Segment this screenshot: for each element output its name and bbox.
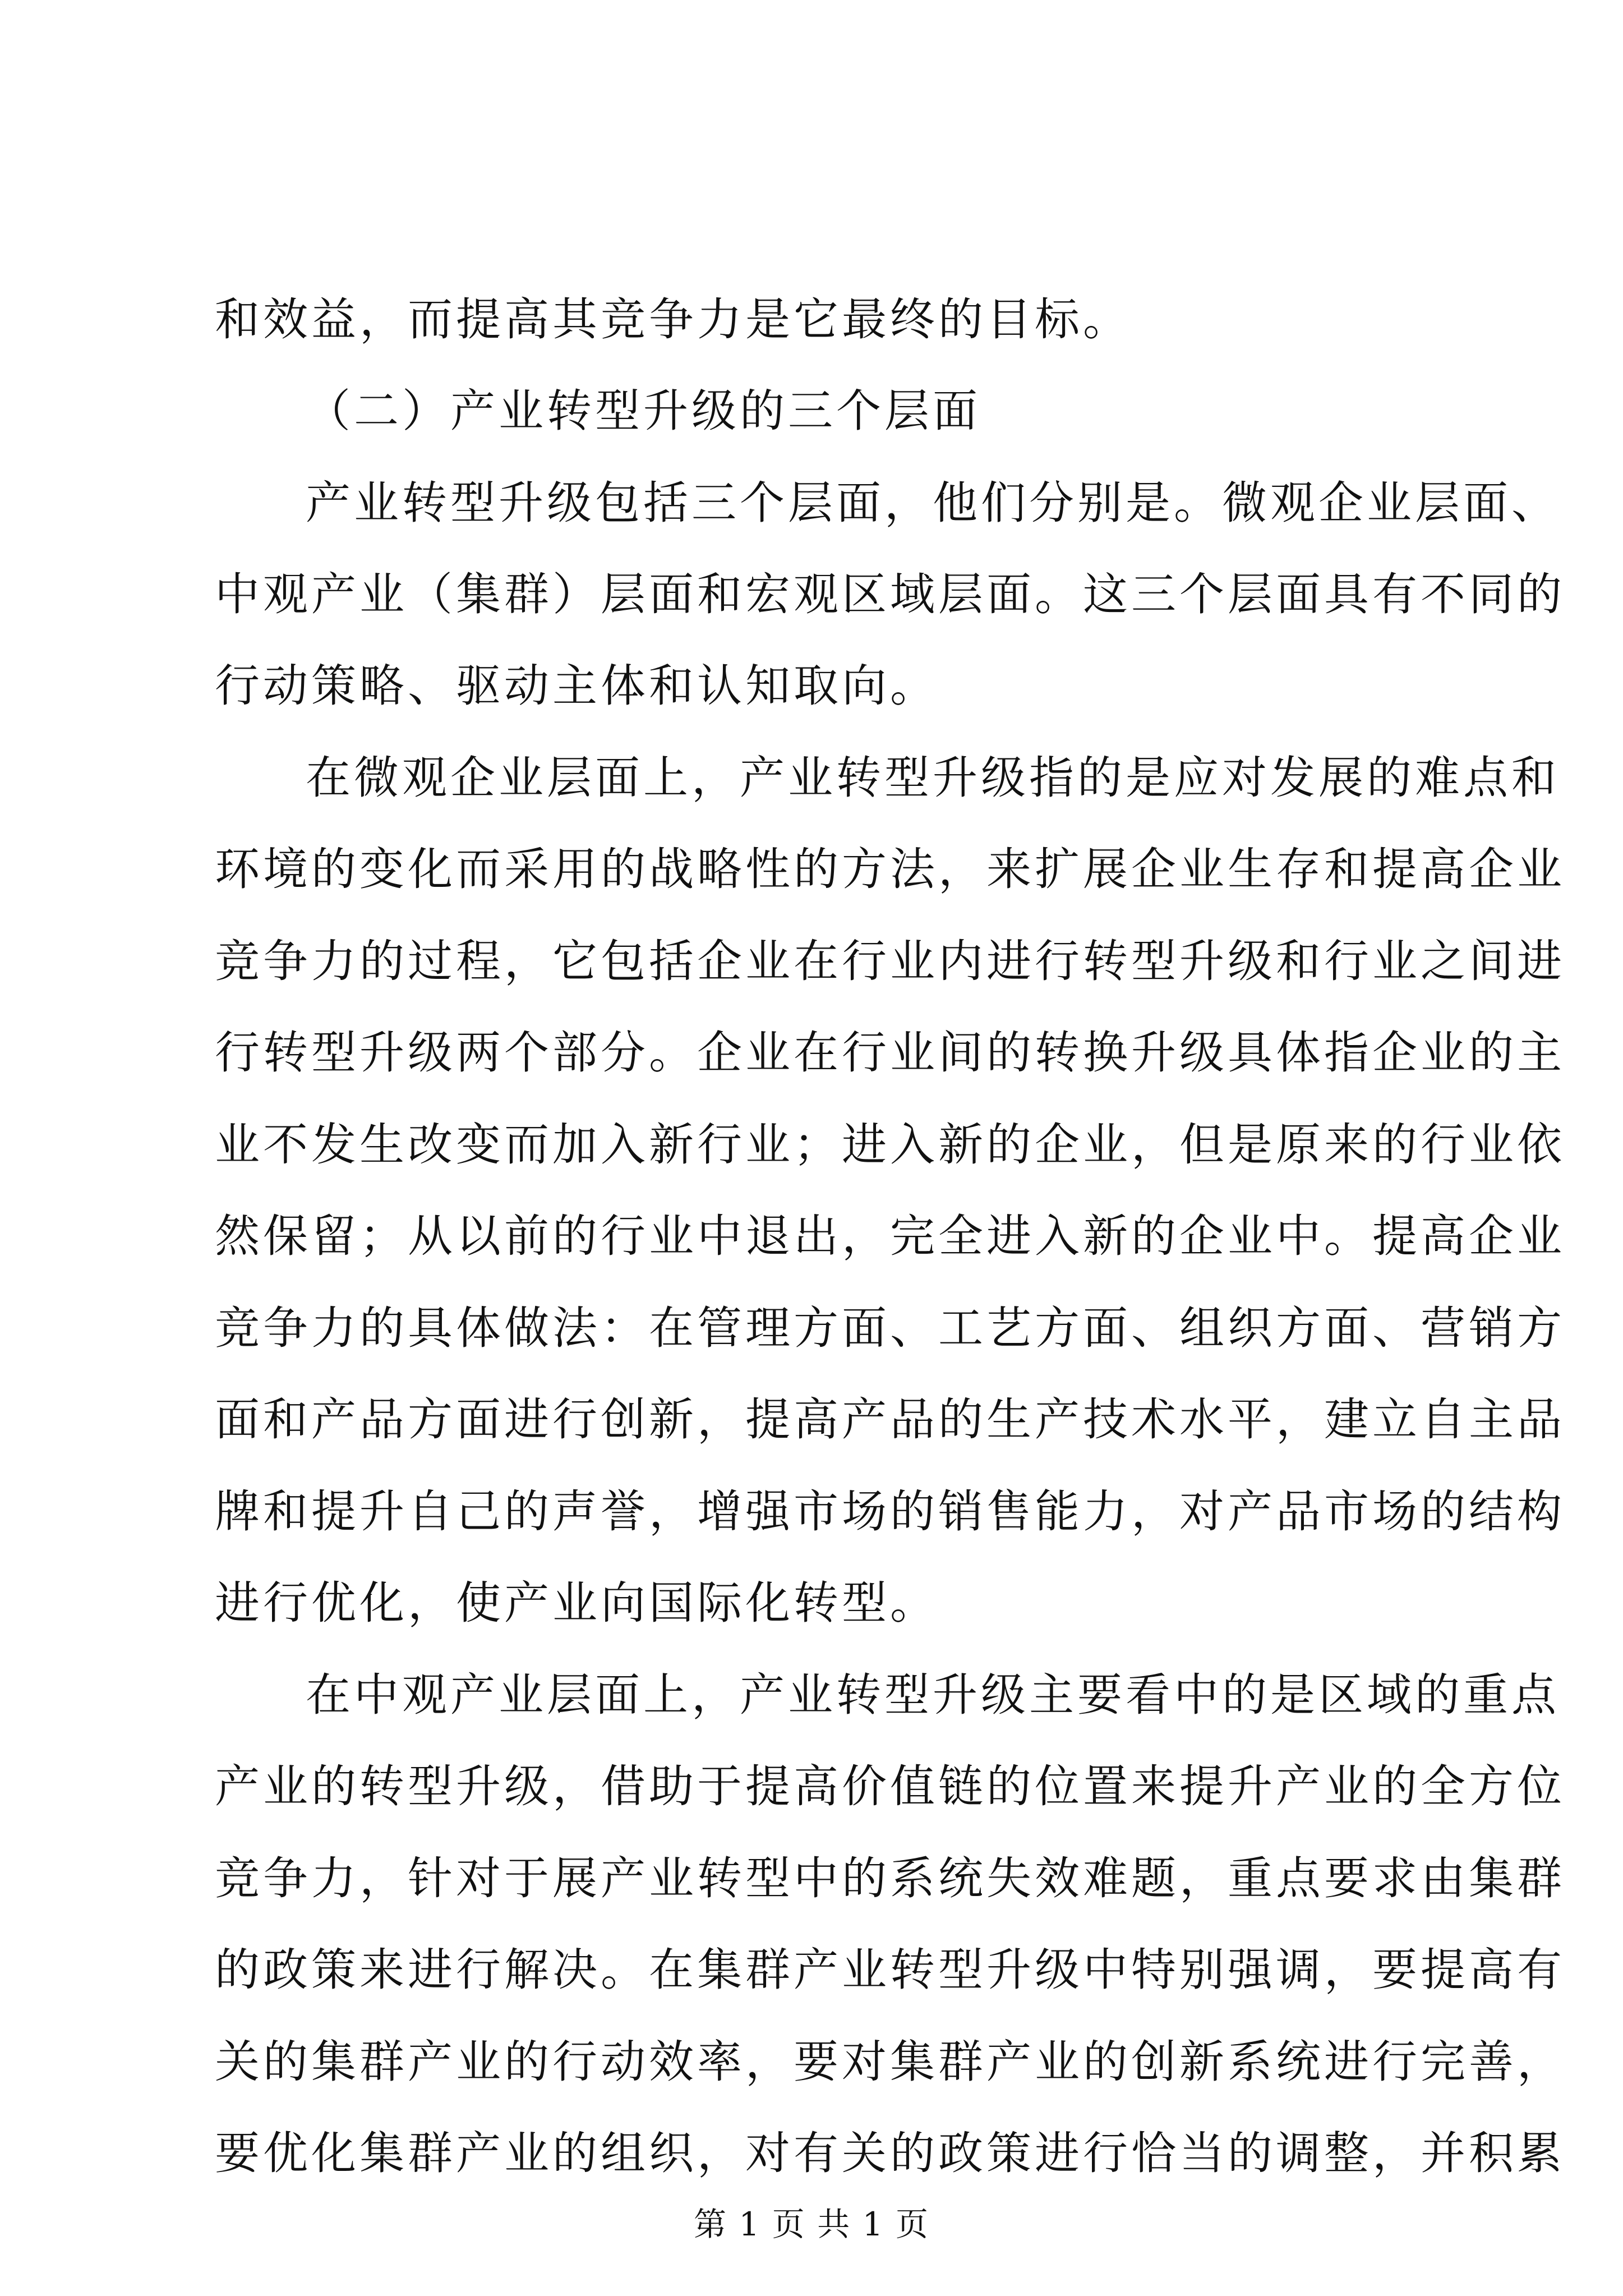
paragraph-line: 产业的转型升级，借助于提高价值链的位置来提升产业的全方位 [215,1760,1565,1812]
paragraph-line: 行转型升级两个部分。企业在行业间的转换升级具体指企业的主 [215,1027,1565,1079]
paragraph-line: 面和产品方面进行创新，提高产品的生产技术水平，建立自主品 [215,1393,1565,1446]
paragraph-line: 竞争力的具体做法：在管理方面、工艺方面、组织方面、营销方 [215,1302,1565,1354]
paragraph-line: 中观产业（集群）层面和宏观区域层面。这三个层面具有不同的 [215,568,1565,620]
paragraph-line: 产业转型升级包括三个层面，他们分别是。微观企业层面、 [306,477,1560,529]
paragraph-line: 在微观企业层面上，产业转型升级指的是应对发展的难点和 [306,752,1560,804]
paragraph-line: 和效益，而提高其竞争力是它最终的目标。 [215,293,1131,346]
paragraph-line: 行动策略、驱动主体和认知取向。 [215,660,938,712]
page-footer: 第 1 页 共 1 页 [694,2205,929,2243]
paragraph-line: 进行优化，使产业向国际化转型。 [215,1577,938,1629]
paragraph-line: 的政策来进行解决。在集群产业转型升级中特别强调，要提高有 [215,1944,1565,1996]
paragraph-line: 要优化集群产业的组织，对有关的政策进行恰当的调整，并积累 [215,2127,1565,2179]
paragraph-line: 在中观产业层面上，产业转型升级主要看中的是区域的重点 [306,1669,1560,1721]
paragraph-line: 环境的变化而采用的战略性的方法，来扩展企业生存和提高企业 [215,843,1565,895]
paragraph-line: 业不发生改变而加入新行业；进入新的企业，但是原来的行业依 [215,1119,1565,1171]
section-heading: （二）产业转型升级的三个层面 [306,385,981,437]
paragraph-line: 关的集群产业的行动效率，要对集群产业的创新系统进行完善， [215,2036,1565,2088]
paragraph-line: 竞争力，针对于展产业转型中的系统失效难题，重点要求由集群 [215,1852,1565,1904]
paragraph-line: 竞争力的过程，它包括企业在行业内进行转型升级和行业之间进 [215,935,1565,987]
paragraph-line: 牌和提升自己的声誉，增强市场的销售能力，对产品市场的结构 [215,1485,1565,1538]
paragraph-line: 然保留；从以前的行业中退出，完全进入新的企业中。提高企业 [215,1210,1565,1262]
